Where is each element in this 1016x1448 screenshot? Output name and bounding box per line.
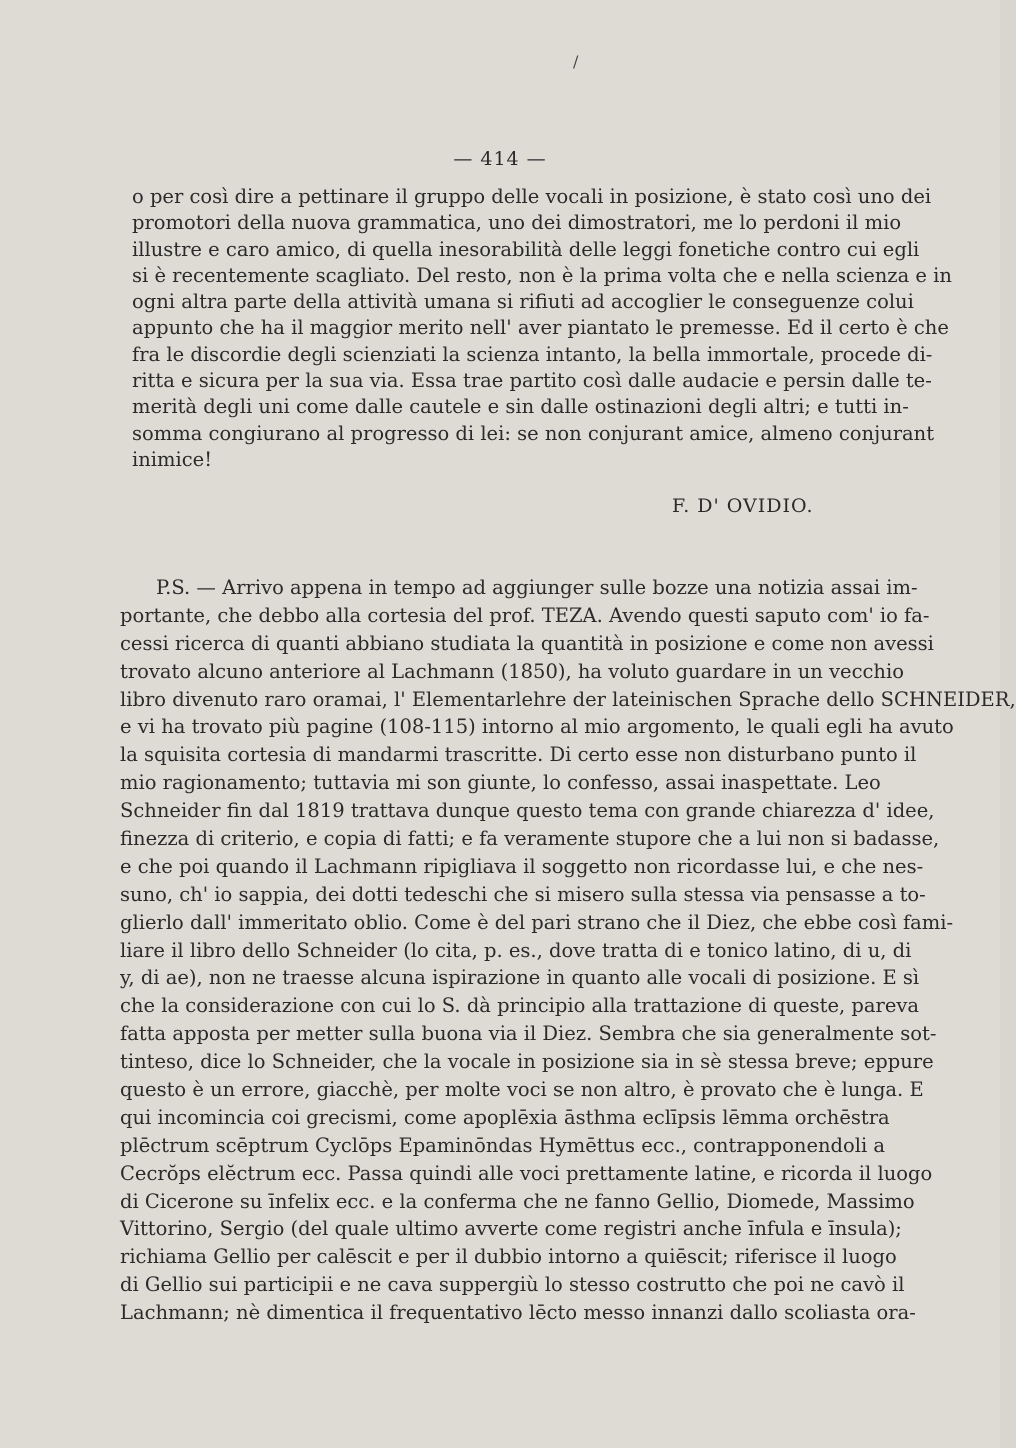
- text-line: ogni altra parte della attività umana si rifiuti ad accoglier le conseguenze colui: [132, 290, 914, 314]
- text-line: tinteso, dice lo Schneider, che la vocale in posizione sia in sè stessa breve; eppure: [120, 1050, 934, 1074]
- text-line: Lachmann; nè dimentica il frequentativo lēcto messo innanzi dallo scoliasta ora-: [120, 1301, 916, 1325]
- text-line: ritta e sicura per la sua via. Essa trae partito così dalle audacie e persin dalle te-: [132, 369, 932, 393]
- text-line: richiama Gellio per calēscit e per il dubbio intorno a quiēscit; riferisce il luogo: [120, 1245, 897, 1269]
- text-line: di Cicerone su īnfelix ecc. e la conferma che ne fanno Gellio, Diomede, Massimo: [120, 1189, 915, 1213]
- text-line: merità degli uni come dalle cautele e sin dalle ostinazioni degli altri; e tutti in-: [132, 395, 909, 419]
- text-line: e vi ha trovato più pagine (108-115) intorno al mio argomento, le quali egli ha avuto: [120, 715, 954, 739]
- text-line: trovato alcuno anteriore al Lachmann (1850), ha voluto guardare in un vecchio: [120, 659, 904, 683]
- text-line: mio ragionamento; tuttavia mi son giunte, lo confesso, assai inaspettate. Leo: [120, 771, 881, 795]
- text-line: di Gellio sui participii e ne cava suppergiù lo stesso costrutto che poi ne cavò il: [120, 1273, 905, 1297]
- text-line: appunto che ha il maggior merito nell' aver piantato le premesse. Ed il certo è che: [132, 316, 949, 340]
- text-line: Schneider fin dal 1819 trattava dunque questo tema con grande chiarezza d' idee,: [120, 799, 935, 823]
- text-line: Vittorino, Sergio (del quale ultimo avverte come registri anche īnfula e īnsula);: [120, 1217, 902, 1241]
- text-line: plēctrum scēptrum Cyclōps Epaminōndas Hymēttus ecc., contrapponendoli a: [120, 1133, 886, 1157]
- text-line: y, di ae), non ne traesse alcuna ispirazione in quanto alle vocali di posizione. E sì: [120, 966, 920, 990]
- text-line: che la considerazione con cui lo S. dà principio alla trattazione di queste, pareva: [120, 994, 919, 1018]
- text-line: illustre e caro amico, di quella inesorabilità delle leggi fonetiche contro cui egli: [132, 237, 920, 261]
- author-signature: F. D' OVIDIO.: [672, 495, 814, 517]
- text-line: cessi ricerca di quanti abbiano studiata la quantità in posizione e come non avessi: [120, 631, 934, 655]
- text-line: qui incomincia coi grecismi, come apoplēxia āsthma eclīpsis lēmma orchēstra: [120, 1105, 890, 1129]
- text-line: fra le discordie degli scienziati la scienza intanto, la bella immortale, procede di-: [132, 342, 933, 366]
- text-line: Cecrŏps elĕctrum ecc. Passa quindi alle voci prettamente latine, e ricorda il luogo: [120, 1161, 933, 1185]
- page-number: — 414 —: [453, 148, 547, 170]
- text-line: portante, che debbo alla cortesia del prof. TEZA. Avendo questi saputo com' io fa-: [120, 603, 930, 627]
- text-line: inimice!: [132, 447, 213, 471]
- text-line: si è recentemente scagliato. Del resto, non è la prima volta che e nella scienza e in: [132, 263, 952, 287]
- text-line: somma congiurano al progresso di lei: se non conjurant amice, almeno conjurant: [132, 421, 935, 445]
- text-line: e che poi quando il Lachmann ripigliava il soggetto non ricordasse lui, e che nes-: [120, 854, 924, 878]
- text-line: suno, ch' io sappia, dei dotti tedeschi che si misero sulla stessa via pensasse a to-: [120, 882, 926, 906]
- text-line: promotori della nuova grammatica, uno dei dimostratori, me lo perdoni il mio: [132, 211, 902, 235]
- text-line: finezza di criterio, e copia di fatti; e fa veramente stupore che a lui non si badasse,: [120, 827, 940, 851]
- text-line: P.S. — Arrivo appena in tempo ad aggiunger sulle bozze una notizia assai im-: [156, 576, 918, 599]
- stray-mark: /: [573, 52, 579, 71]
- paragraph-postscript: [120, 574, 1016, 1327]
- text-line: glierlo dall' immeritato oblio. Come è del pari strano che il Diez, che ebbe così fami-: [120, 910, 954, 934]
- paragraph-main: [132, 184, 952, 473]
- text-line: la squisita cortesia di mandarmi trascritte. Di certo esse non disturbano punto il: [120, 743, 917, 767]
- text-line: libro divenuto raro oramai, l' Elementarlehre der lateinischen Sprache dello SCHNEIDER,: [120, 687, 1016, 711]
- text-line: o per così dire a pettinare il gruppo delle vocali in posizione, è stato così uno dei: [132, 185, 932, 208]
- text-line: liare il libro dello Schneider (lo cita, p. es., dove tratta di e tonico latino, di u, di: [120, 938, 912, 962]
- text-line: questo è un errore, giacchè, per molte voci se non altro, è provato che è lunga. E: [120, 1078, 924, 1102]
- text-line: fatta apposta per metter sulla buona via il Diez. Sembra che sia generalmente sot-: [120, 1022, 937, 1046]
